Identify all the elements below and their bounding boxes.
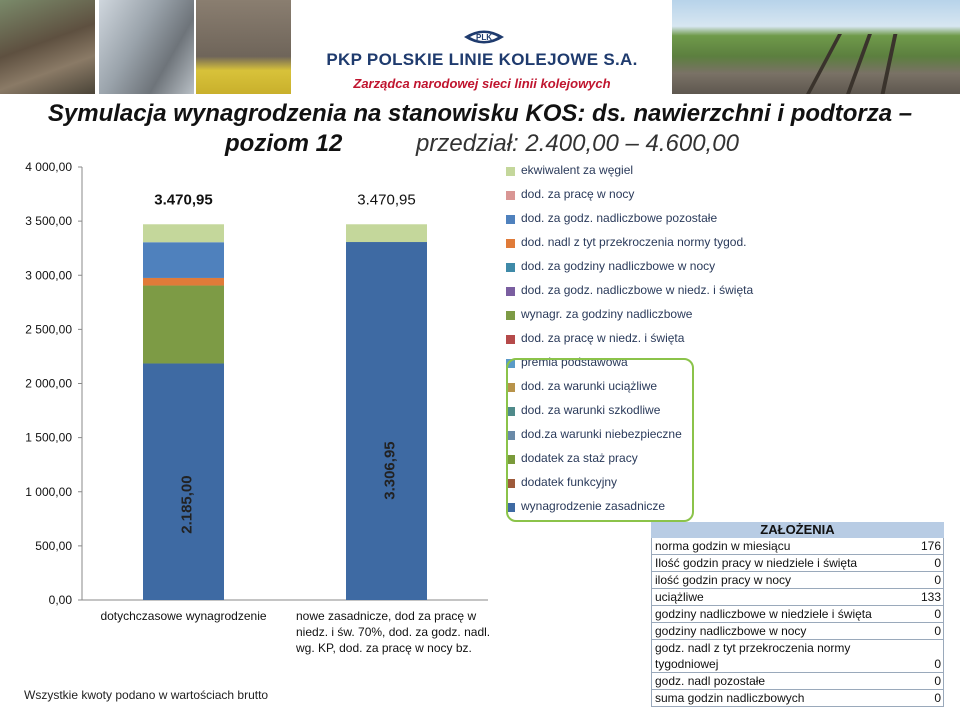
legend-label: dod. nadl z tyt przekroczenia normy tygod. xyxy=(521,235,747,249)
bar-segment xyxy=(143,278,224,286)
category-label: wg. KP, dod. za pracę w nocy bz. xyxy=(296,641,472,655)
legend-swatch xyxy=(506,167,515,176)
y-tick-label: 3 500,00 xyxy=(25,214,72,229)
legend-swatch xyxy=(506,479,515,488)
brand-header xyxy=(292,0,672,94)
legend-swatch xyxy=(506,431,515,440)
y-tick-label: 1 000,00 xyxy=(25,484,72,499)
bar-total-label: 3.470,95 xyxy=(154,191,213,209)
y-tick-label: 1 500,00 xyxy=(25,430,72,445)
assumption-row xyxy=(652,555,943,572)
footer-note: Wszystkie kwoty podano w wartościach brutto xyxy=(24,688,269,702)
legend-label: dod. za godz. nadliczbowe pozostałe xyxy=(521,211,718,225)
plk-logo-icon xyxy=(462,26,506,48)
assumption-row xyxy=(652,690,943,707)
legend-label: dod. za warunki szkodliwe xyxy=(521,403,661,417)
legend-swatch xyxy=(506,407,515,416)
legend-label: dod. za godziny nadliczbowe w nocy xyxy=(521,259,716,273)
assumption-row xyxy=(652,623,943,640)
brand-subtitle: Zarządca narodowej sieci linii kolejowych xyxy=(353,76,611,91)
assumption-row xyxy=(652,538,943,555)
category-label: dotychczasowe wynagrodzenie xyxy=(100,609,267,623)
legend-swatch xyxy=(506,503,515,512)
salary-range: przedział: 2.400,00 – 4.600,00 xyxy=(416,130,739,157)
y-tick-label: 4 000,00 xyxy=(25,160,72,174)
assumption-value: 0 xyxy=(934,691,941,705)
assumption-value: 0 xyxy=(934,657,941,671)
assumptions-table xyxy=(651,522,944,707)
assumption-value: 176 xyxy=(920,539,941,553)
assumptions-heading: ZAŁOŻENIA xyxy=(651,522,944,538)
legend-swatch xyxy=(506,287,515,296)
assumption-value: 133 xyxy=(920,590,941,604)
legend-label: wynagr. za godziny nadliczbowe xyxy=(521,307,693,321)
bar-base-value-label: 2.185,00 xyxy=(178,475,196,534)
legend-label: wynagrodzenie zasadnicze xyxy=(521,499,666,513)
y-tick-label: 0,00 xyxy=(48,593,72,607)
brand-name: PKP POLSKIE LINIE KOLEJOWE S.A. xyxy=(326,50,638,69)
legend-swatch xyxy=(506,383,515,392)
page-title: Symulacja wynagrodzenia na stanowisku KOS: ds. nawierzchni i podtorza – xyxy=(47,100,913,127)
assumption-label: Ilość godzin pracy w niedziele i święta xyxy=(655,556,858,570)
bar-segment xyxy=(143,224,224,242)
salary-stacked-bar-chart xyxy=(0,150,500,680)
assumption-row xyxy=(652,606,943,623)
legend-label: dod.za warunki niebezpieczne xyxy=(521,427,682,441)
track-worker-photo xyxy=(0,0,95,94)
assumption-label: suma godzin nadliczbowych xyxy=(655,691,805,705)
bar-segment xyxy=(143,286,224,364)
legend-label: dod. za godz. nadliczbowe w niedz. i święta xyxy=(521,283,754,297)
railway-line-photo xyxy=(672,0,960,94)
assumption-label: godziny nadliczbowe w niedziele i święta xyxy=(655,607,872,621)
legend-label: dod. za pracę w nocy xyxy=(521,187,635,201)
legend-swatch xyxy=(506,359,515,368)
assumption-value: 0 xyxy=(934,624,941,638)
legend-swatch xyxy=(506,191,515,200)
bar-segment xyxy=(346,224,427,242)
page-title-level: poziom 12 xyxy=(225,130,343,157)
bridge-photo xyxy=(99,0,194,94)
legend-swatch xyxy=(506,455,515,464)
legend-label: premia podstawowa xyxy=(521,355,628,369)
assumption-value: 0 xyxy=(934,573,941,587)
category-label: niedz. i św. 70%, dod. za godz. nadl. xyxy=(296,625,491,639)
bar-segment xyxy=(143,242,224,278)
logo-text: PLK xyxy=(476,33,492,42)
y-tick-label: 500,00 xyxy=(35,538,72,553)
assumption-value: 0 xyxy=(934,674,941,688)
assumption-row xyxy=(652,589,943,606)
y-tick-label: 2 000,00 xyxy=(25,376,72,391)
legend-swatch xyxy=(506,311,515,320)
legend-label: dod. za pracę w niedz. i święta xyxy=(521,331,685,345)
category-label: nowe zasadnicze, dod za pracę w xyxy=(296,609,477,623)
assumption-label: godziny nadliczbowe w nocy xyxy=(655,624,807,638)
bar-segment xyxy=(346,242,427,600)
y-tick-label: 2 500,00 xyxy=(25,322,72,337)
legend-label: dod. za warunki uciążliwe xyxy=(521,379,658,393)
assumption-row xyxy=(652,640,943,673)
legend-label: ekwiwalent za węgiel xyxy=(521,163,634,177)
legend-label: dodatek za staż pracy xyxy=(521,451,638,465)
assumption-value: 0 xyxy=(934,556,941,570)
assumption-label: godz. nadl z tyt przekroczenia normy tygodniowej xyxy=(655,641,851,671)
legend-label: dodatek funkcyjny xyxy=(521,475,618,489)
bar-total-label: 3.470,95 xyxy=(357,191,416,209)
assumption-value: 0 xyxy=(934,607,941,621)
assumption-label: ilość godzin pracy w nocy xyxy=(655,573,792,587)
assumption-label: godz. nadl pozostałe xyxy=(655,674,766,688)
assumption-label: uciążliwe xyxy=(655,590,704,604)
legend-swatch xyxy=(506,239,515,248)
rail-equipment-photo xyxy=(196,0,291,94)
legend-swatch xyxy=(506,215,515,224)
legend-swatch xyxy=(506,263,515,272)
legend-swatch xyxy=(506,335,515,344)
assumption-row xyxy=(652,673,943,690)
assumption-label: norma godzin w miesiącu xyxy=(655,539,791,553)
y-tick-label: 3 000,00 xyxy=(25,268,72,283)
assumption-row xyxy=(652,572,943,589)
bar-base-value-label: 3.306,95 xyxy=(381,441,399,500)
